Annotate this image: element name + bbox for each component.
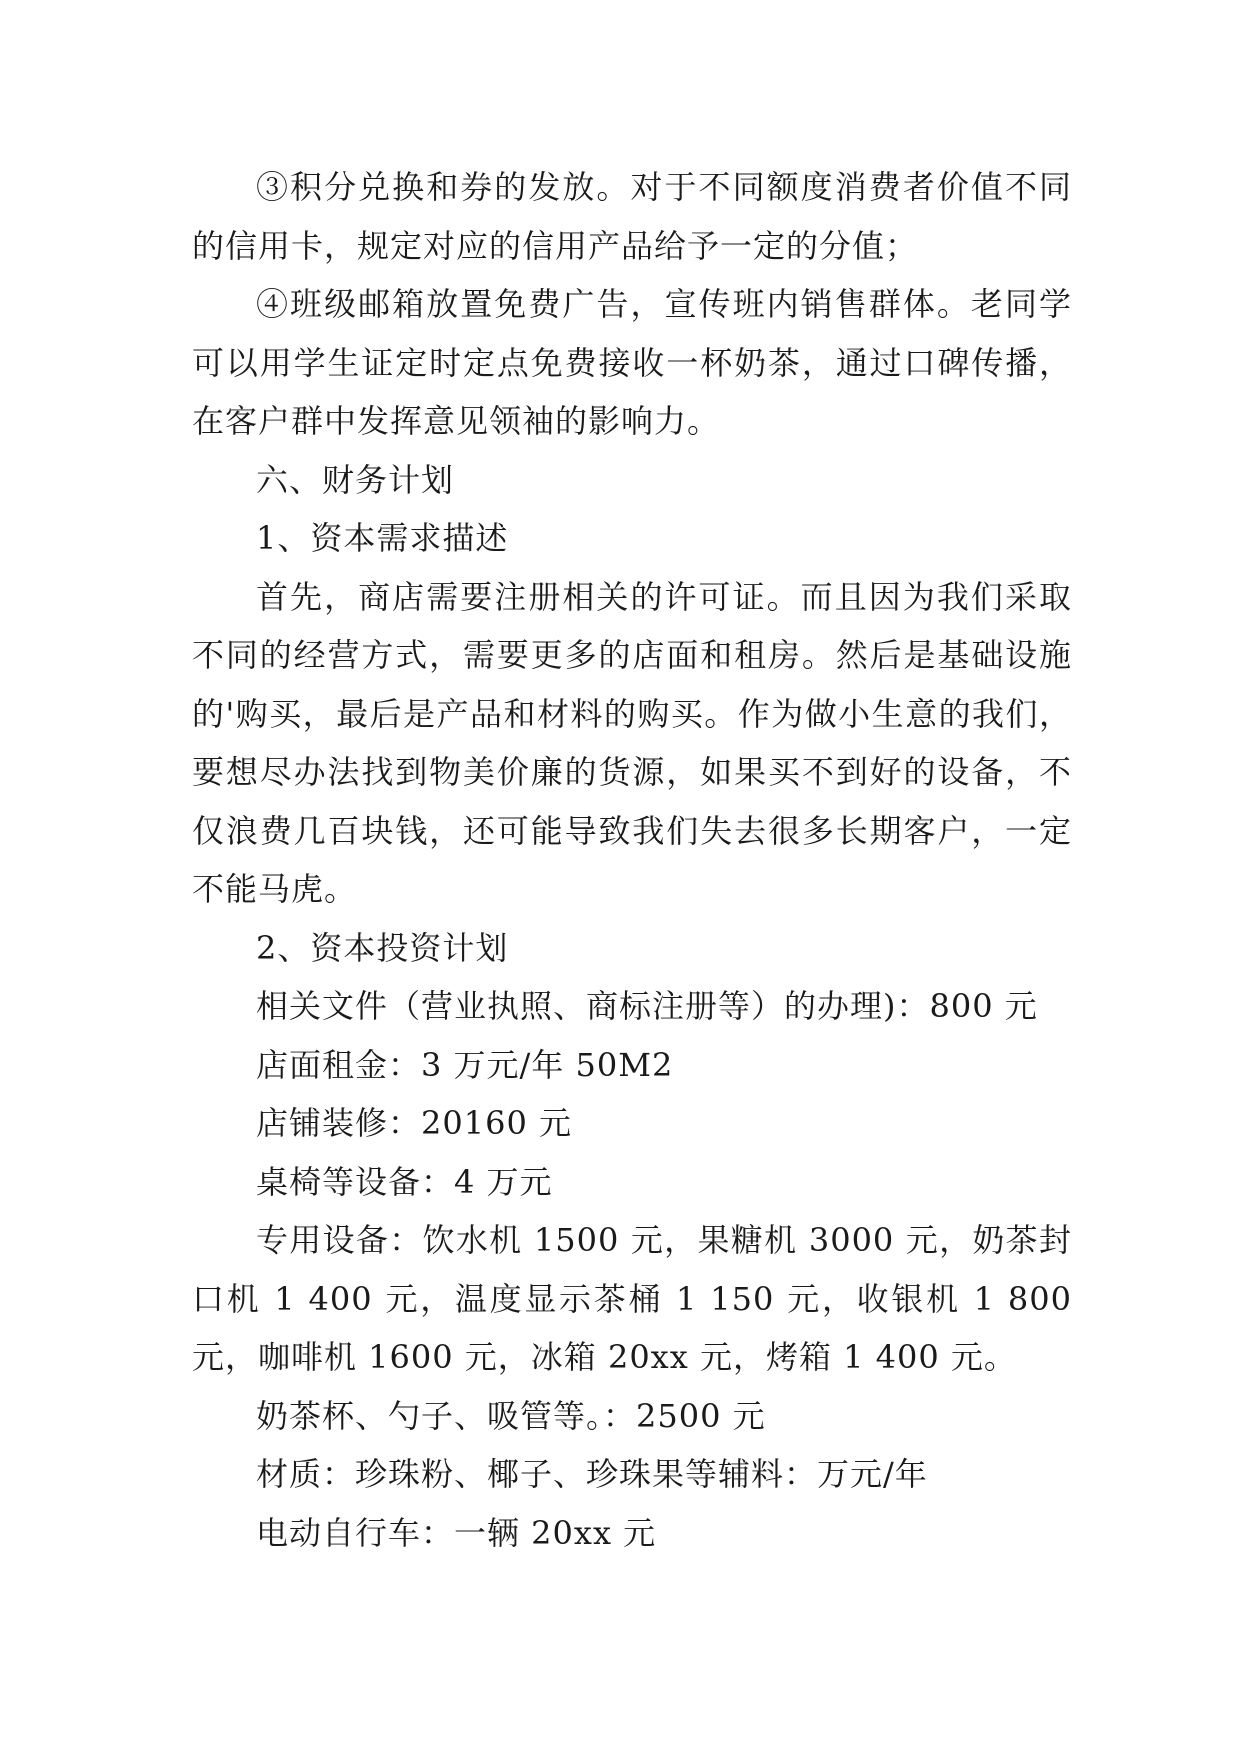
section-heading-financial-plan: 六、财务计划 (256, 460, 455, 499)
line-item-rent: 店面租金：3 万元/年 50M2 (256, 1045, 674, 1084)
line-item-materials: 材质：珍珠粉、椰子、珍珠果等辅料：万元/年 (256, 1455, 928, 1493)
line-item-renovation: 店铺装修：20160 元 (256, 1104, 572, 1142)
line-item-cups-straws: 奶茶杯、勺子、吸管等。：2500 元 (256, 1396, 766, 1435)
line-item-special-equipment: 专用设备：饮水机 1500 元，果糖机 3000 元，奶茶封口机 1 400 元，温度显示茶桶 1 150 元，收银机 1 800 元，咖啡机 1600 元，冰箱 20xx 元，烤箱 1 400 元。 (192, 1221, 1084, 1376)
subheading-investment-plan: 2、资本投资计划 (256, 928, 509, 967)
paragraph-points-coupons: ③积分兑换和券的发放。对于不同额度消费者价值不同的信用卡，规定对应的信用产品给予一定的分值； (192, 168, 1072, 265)
line-item-furniture: 桌椅等设备：4 万元 (256, 1162, 553, 1201)
line-item-licensing: 相关文件（营业执照、商标注册等）的办理)：800 元 (256, 987, 1038, 1025)
paragraph-class-mailbox-ads: ④班级邮箱放置免费广告，宣传班内销售群体。老同学可以用学生证定时定点免费接收一杯奶茶，通过口碑传播，在客户群中发挥意见领袖的影响力。 (192, 285, 1072, 440)
paragraph-capital-requirements: 首先，商店需要注册相关的许可证。而且因为我们采取不同的经营方式，需要更多的店面和租房。然后是基础设施的'购买，最后是产品和材料的购买。作为做小生意的我们，要想尽办法找到物美价廉的货源，如果买不到好的设备，不仅浪费几百块钱，还可能导致我们失去很多长期客户，一定不能马虎。 (192, 577, 1072, 908)
subheading-capital-requirements: 1、资本需求描述 (256, 519, 509, 557)
line-item-electric-bike: 电动自行车：一辆 20xx 元 (256, 1513, 657, 1552)
document-body (192, 158, 1084, 1562)
